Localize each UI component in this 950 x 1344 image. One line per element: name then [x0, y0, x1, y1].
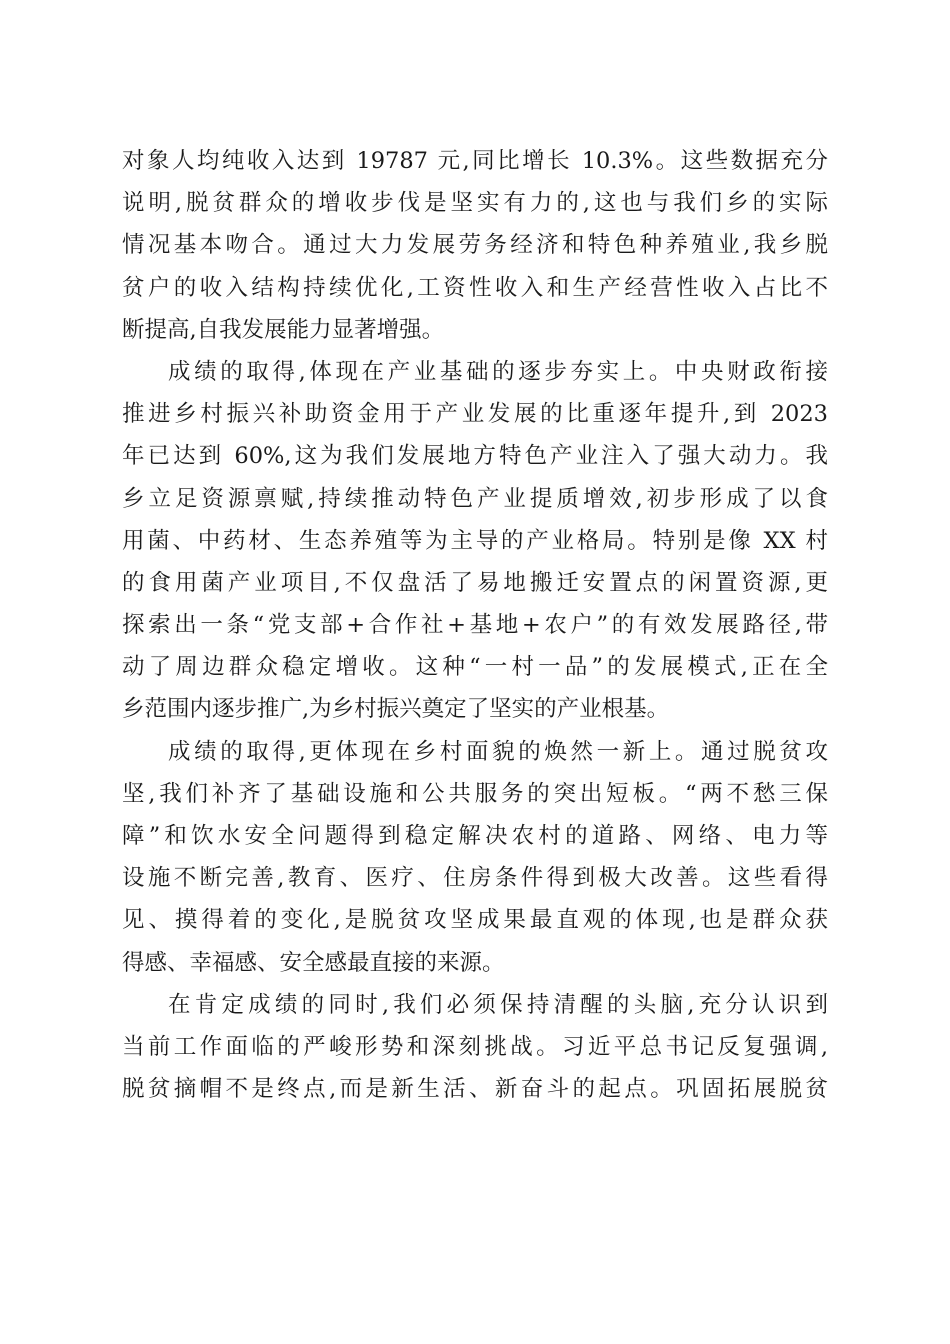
text-line: 的食用菌产业项目,不仅盘活了易地搬迁安置点的闲置资源,更 [122, 569, 828, 596]
text-line: 设施不断完善,教育、医疗、住房条件得到极大改善。这些看得 [122, 865, 828, 892]
text-line: 动了周边群众稳定增收。这种“一村一品”的发展模式,正在全 [122, 654, 828, 681]
text-line: 障”和饮水安全问题得到稳定解决农村的道路、网络、电力等 [122, 823, 828, 849]
text-line: 脱贫摘帽不是终点,而是新生活、新奋斗的起点。巩固拓展脱贫 [122, 1076, 828, 1103]
text-line: 推进乡村振兴补助资金用于产业发展的比重逐年提升,到 2023 [122, 401, 828, 428]
text-line: 贫户的收入结构持续优化,工资性收入和生产经营性收入占比不 [122, 274, 828, 301]
paragraph [122, 984, 828, 1111]
document-body [122, 140, 828, 1110]
paragraph [122, 140, 828, 351]
text-line: 乡立足资源禀赋,持续推动特色产业提质增效,初步形成了以食 [122, 485, 828, 512]
text-line: 探索出一条“党支部+合作社+基地+农户”的有效发展路径,带 [122, 612, 828, 639]
text-line: 情况基本吻合。通过大力发展劳务经济和特色种养殖业,我乡脱 [122, 232, 828, 259]
paragraph [122, 731, 828, 984]
text-line: 对象人均纯收入达到 19787 元,同比增长 10.3%。这些数据充分 [122, 148, 828, 174]
text-line: 年已达到 60%,这为我们发展地方特色产业注入了强大动力。我 [122, 443, 828, 470]
text-line: 断提高,自我发展能力显著增强。 [122, 316, 445, 343]
text-line: 用菌、中药材、生态养殖等为主导的产业格局。特别是像 XX 村 [122, 527, 828, 554]
text-line: 得感、幸福感、安全感最直接的来源。 [122, 949, 505, 976]
text-line: 见、摸得着的变化,是脱贫攻坚成果最直观的体现,也是群众获 [122, 907, 828, 934]
text-line: 坚,我们补齐了基础设施和公共服务的突出短板。“两不愁三保 [122, 780, 828, 807]
text-line: 乡范围内逐步推广,为乡村振兴奠定了坚实的产业根基。 [122, 696, 670, 723]
text-line: 在肯定成绩的同时,我们必须保持清醒的头脑,充分认识到 [168, 991, 828, 1018]
paragraph [122, 351, 828, 731]
text-line: 成绩的取得,体现在产业基础的逐步夯实上。中央财政衔接 [168, 358, 828, 385]
text-line: 当前工作面临的严峻形势和深刻挑战。习近平总书记反复强调, [122, 1033, 828, 1060]
text-line: 说明,脱贫群众的增收步伐是坚实有力的,这也与我们乡的实际 [122, 190, 828, 217]
text-line: 成绩的取得,更体现在乡村面貌的焕然一新上。通过脱贫攻 [168, 738, 828, 765]
